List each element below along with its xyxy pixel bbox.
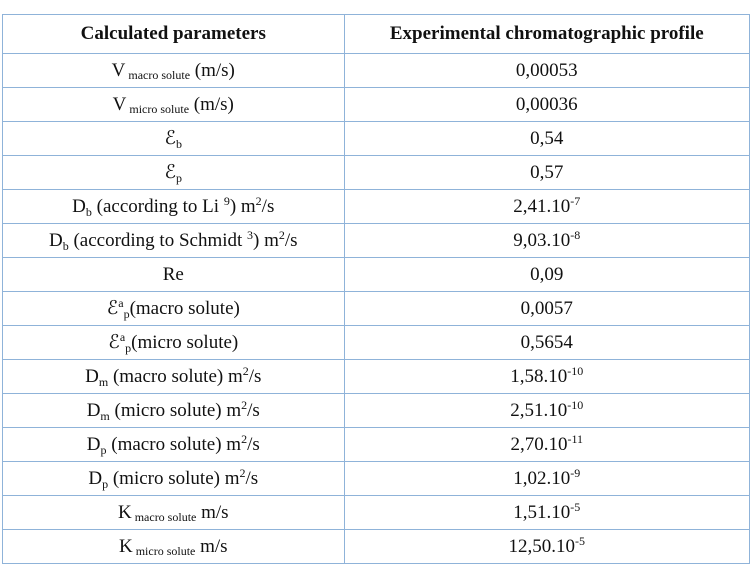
text-segment: 12,50.10 [508, 535, 576, 557]
superscript: -5 [570, 499, 581, 514]
text-segment: 0,54 [530, 127, 564, 149]
text-segment: /s [247, 433, 260, 455]
superscript: -7 [570, 193, 581, 208]
superscript: -5 [575, 533, 586, 548]
text-segment: (m/s) [190, 59, 235, 81]
subscript: micro solute [126, 101, 190, 116]
text-segment: /s [284, 229, 298, 251]
parameter-cell [3, 258, 345, 292]
superscript: -10 [567, 363, 584, 378]
text-segment: D [86, 433, 101, 455]
subscript: macro solute [131, 509, 197, 524]
value-cell [344, 360, 749, 394]
parameter-cell [3, 496, 345, 530]
value-cell [344, 292, 749, 326]
subscript: b [62, 238, 69, 253]
table-row [3, 224, 750, 258]
table-row [3, 530, 750, 564]
text-segment: 0,0057 [520, 297, 573, 319]
text-segment: 2,51.10 [510, 399, 568, 421]
text-segment: ) m [229, 195, 256, 217]
parameter-cell [3, 122, 345, 156]
table-row [3, 496, 750, 530]
text-segment: /s [247, 399, 260, 421]
superscript: 2 [242, 363, 249, 378]
text-segment: 0,57 [530, 161, 564, 183]
value-cell [344, 122, 749, 156]
table-row [3, 462, 750, 496]
parameter-cell [3, 530, 345, 564]
text-segment: (macro solute) [129, 298, 240, 319]
table-row [3, 360, 750, 394]
subscript: b [85, 204, 92, 219]
text-segment: (according to Schmidt [68, 229, 248, 251]
value-cell [344, 88, 749, 122]
superscript: 2 [255, 193, 262, 208]
value-cell [344, 54, 749, 88]
table-row [3, 88, 750, 122]
table-body [3, 54, 750, 564]
value-cell [344, 394, 749, 428]
text-segment: m/s [195, 535, 228, 557]
parameter-cell [3, 156, 345, 190]
superscript: -8 [570, 227, 581, 242]
text-segment: (macro solute) m [106, 433, 242, 455]
subscript: m [100, 408, 110, 423]
text-segment: V [111, 59, 126, 81]
parameter-cell [3, 292, 345, 326]
text-segment: 1,58.10 [510, 365, 568, 387]
superscript: 2 [241, 431, 248, 446]
superscript: -9 [570, 465, 581, 480]
text-segment: V [112, 93, 127, 115]
subscript: m [98, 374, 109, 389]
table-row [3, 156, 750, 190]
subscript: p [125, 341, 132, 355]
text-segment: 1,02.10 [513, 467, 571, 489]
table-row [3, 428, 750, 462]
text-segment: D [88, 467, 103, 489]
text-segment: ) m [253, 229, 279, 251]
superscript: 2 [278, 227, 285, 242]
text-segment: /s [248, 365, 262, 387]
superscript: 2 [239, 465, 246, 480]
subscript: p [102, 476, 109, 491]
subscript: p [123, 307, 130, 321]
text-segment: K [117, 501, 132, 523]
text-segment: D [85, 365, 99, 387]
parameter-cell [3, 428, 345, 462]
table-row [3, 54, 750, 88]
text-segment: (micro solute) m [108, 467, 240, 489]
table-header-row [3, 15, 750, 54]
text-segment: K [118, 535, 133, 557]
value-cell [344, 190, 749, 224]
text-segment: (micro solute) m [109, 399, 242, 421]
text-segment: 2,41.10 [513, 195, 571, 217]
parameter-cell [3, 88, 345, 122]
value-cell [344, 224, 749, 258]
table-row [3, 394, 750, 428]
text-segment: (m/s) [189, 93, 234, 115]
text-segment: D [86, 399, 101, 421]
superscript: a [118, 296, 124, 310]
value-cell [344, 258, 749, 292]
text-segment: /s [245, 467, 259, 489]
parameter-cell [3, 394, 345, 428]
text-segment: ℰ [108, 332, 120, 353]
table-row [3, 292, 750, 326]
text-segment: ℰ [164, 128, 177, 149]
text-segment: (according to Li [91, 195, 224, 217]
parameter-cell [3, 326, 345, 360]
value-cell [344, 156, 749, 190]
superscript: 9 [223, 193, 230, 208]
text-segment: m/s [196, 501, 229, 523]
value-cell [344, 428, 749, 462]
superscript: a [119, 330, 126, 344]
subscript: p [100, 442, 107, 457]
parameter-cell [3, 462, 345, 496]
text-segment: (micro solute) [131, 332, 239, 353]
text-segment: D [48, 229, 63, 251]
parameters-table [2, 14, 750, 564]
value-cell [344, 326, 749, 360]
table-row [3, 326, 750, 360]
superscript: -10 [567, 397, 584, 412]
subscript: p [176, 171, 183, 185]
header-experimental-profile: Experimental chromatographic profile [344, 15, 749, 54]
text-segment: 9,03.10 [513, 229, 571, 251]
parameter-cell [3, 360, 345, 394]
text-segment: /s [261, 195, 275, 217]
parameter-cell [3, 54, 345, 88]
value-cell [344, 530, 749, 564]
value-cell [344, 496, 749, 530]
text-segment: D [72, 195, 86, 217]
parameter-cell [3, 190, 345, 224]
text-segment: 0,00053 [515, 59, 578, 81]
superscript: -11 [567, 431, 584, 446]
text-segment: 2,70.10 [510, 433, 568, 455]
table-row [3, 122, 750, 156]
text-segment: 0,00036 [515, 93, 578, 115]
table-row [3, 190, 750, 224]
table-row [3, 258, 750, 292]
value-cell [344, 462, 749, 496]
text-segment: ℰ [106, 298, 119, 319]
text-segment: Re [162, 263, 184, 285]
superscript: 3 [247, 227, 254, 242]
superscript: 2 [241, 397, 248, 412]
subscript: b [176, 137, 183, 151]
parameters-table-container [2, 14, 750, 564]
parameter-cell [3, 224, 345, 258]
subscript: micro solute [132, 543, 196, 558]
text-segment: ℰ [164, 162, 177, 183]
header-calculated-parameters: Calculated parameters [3, 15, 345, 54]
text-segment: 0,09 [530, 263, 564, 285]
text-segment: (macro solute) m [108, 365, 243, 387]
text-segment: 1,51.10 [513, 501, 571, 523]
subscript: macro solute [125, 67, 191, 82]
text-segment: 0,5654 [520, 331, 573, 353]
